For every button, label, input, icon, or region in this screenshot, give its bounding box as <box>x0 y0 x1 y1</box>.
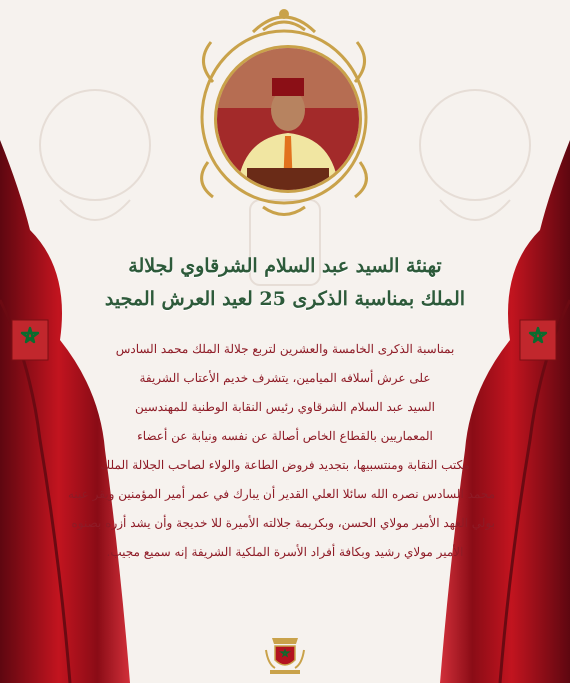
body-line: الأمير مولاي رشيد وبكافة أفراد الأسرة الملكية الشريفة إنه سميع مجيب. <box>106 545 464 559</box>
body-line: بولي العهد الأمير مولاي الحسن، وبكريمة جلالته الأميرة للا خديجة وأن يشد أزره بصنوه <box>71 516 495 530</box>
morocco-flag-icon <box>518 318 558 362</box>
body-line: على عرش أسلافه الميامين، يتشرف خديم الأعتاب الشريفة <box>139 371 431 385</box>
greeting-title-line-2: الملك بمناسبة الذكرى 25 لعيد العرش المجيد <box>104 288 466 310</box>
king-portrait <box>214 45 362 193</box>
body-line: بمناسبة الذكرى الخامسة والعشرين لتربع جلالة الملك محمد السادس <box>115 342 455 356</box>
body-line: محمد السادس نصره الله سائلا العلي القدير أن يبارك في عمر أمير المؤمنين ويقر عينه <box>68 487 495 501</box>
body-line: المعماريين بالقطاع الخاص أصالة عن نفسه ونيابة عن أعضاء <box>137 429 433 443</box>
body-line: السيد عبد السلام الشرقاوي رئيس النقابة الوطنية للمهندسين <box>135 400 435 414</box>
body-line: مكتب النقابة ومنتسبيها، بتجديد فروض الطاعة والولاء لصاحب الجلالة الملك <box>100 458 470 472</box>
royal-coat-of-arms-icon <box>260 628 310 678</box>
greeting-body <box>68 335 495 567</box>
morocco-flag-icon <box>10 318 50 362</box>
greeting-title-line-1: تهنئة السيد عبد السلام الشرقاوي لجلالة <box>128 255 442 277</box>
